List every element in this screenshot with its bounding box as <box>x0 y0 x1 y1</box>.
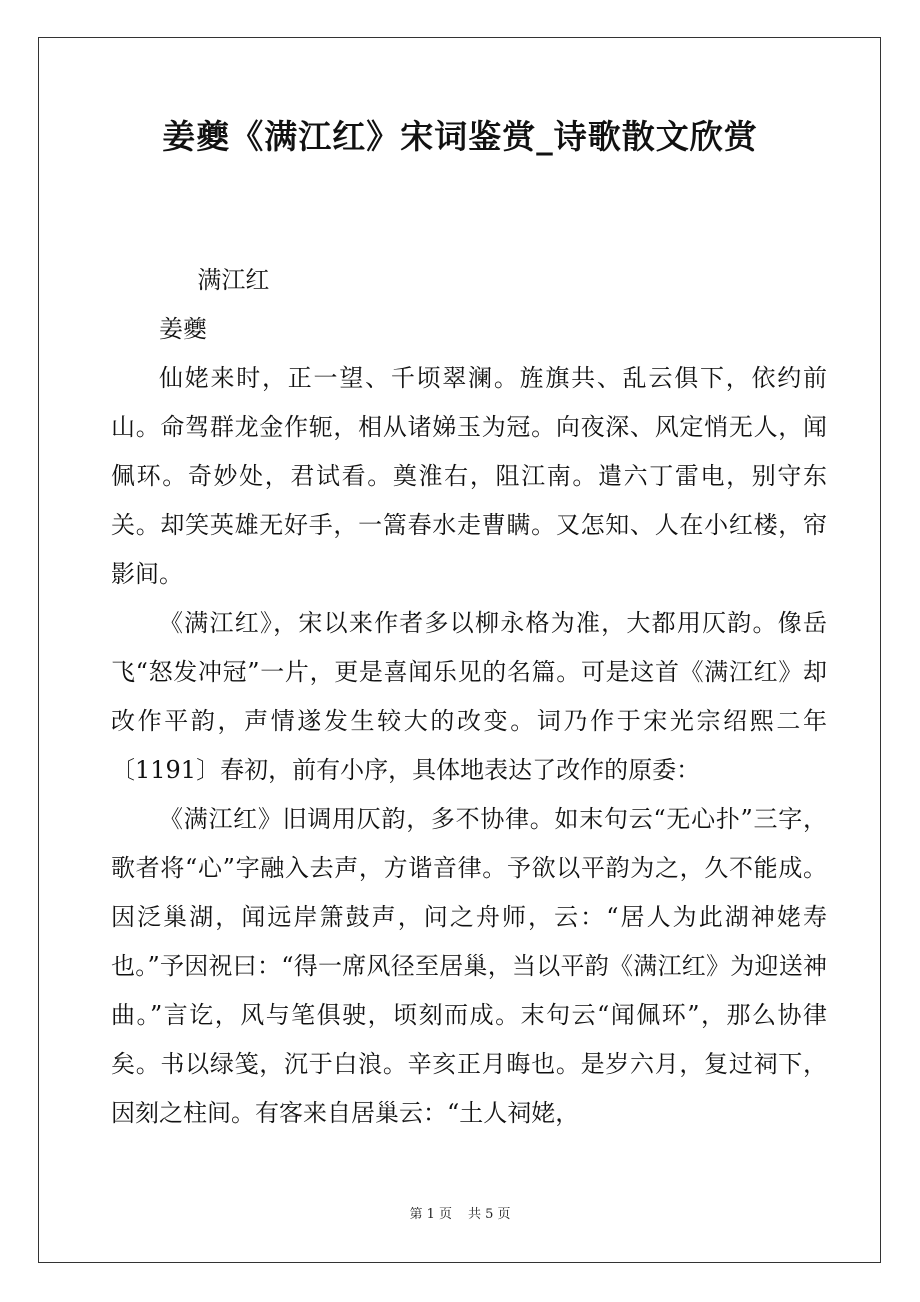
poem-title: 满江红 <box>197 266 270 294</box>
commentary-paragraph: 《满江红》，宋以来作者多以柳永格为准，大都用仄韵。像岳飞“怒发冲冠”一片，更是喜闻乐见的名篇。可是这首《满江红》却改作平韵，声情遂发生较大的改变。词乃作于宋光宗绍熙二年〔1191〕春初，前有小序，具体地表达了改作的原委： <box>111 609 827 784</box>
page-total: 共 5 页 <box>468 1207 511 1222</box>
page-footer <box>40 1205 880 1225</box>
preface-quote-paragraph: 《满江红》旧调用仄韵，多不协律。如末句云“无心扑”三字，歌者将“心”字融入去声，方谐音律。予欲以平韵为之，久不能成。因泛巢湖，闻远岸箫鼓声，问之舟师，云：“居人为此湖神姥寿也。”予因祝曰：“得一席风径至居巢，当以平韵《满江红》为迎送神曲。”言讫，风与笔俱驶，顷刻而成。末句云“闻佩环”，那么协律矣。书以绿笺，沉于白浪。辛亥正月晦也。是岁六月，复过祠下，因刻之柱间。有客来自居巢云：“土人祠姥， <box>111 805 827 1127</box>
document-body <box>111 256 827 1138</box>
poem-text-paragraph: 仙姥来时，正一望、千顷翠澜。旌旗共、乱云俱下，依约前山。命驾群龙金作轭，相从诸娣玉为冠。向夜深、风定悄无人，闻佩环。奇妙处，君试看。奠淮右，阻江南。遣六丁雷电，别守东关。却笑英雄无好手，一篙春水走曹瞒。又怎知、人在小红楼，帘影间。 <box>111 364 827 588</box>
page-number: 第 1 页 <box>409 1207 452 1222</box>
poem-author: 姜夔 <box>159 315 207 343</box>
document-title: 姜夔《满江红》宋词鉴赏_诗歌散文欣赏 <box>162 117 758 156</box>
